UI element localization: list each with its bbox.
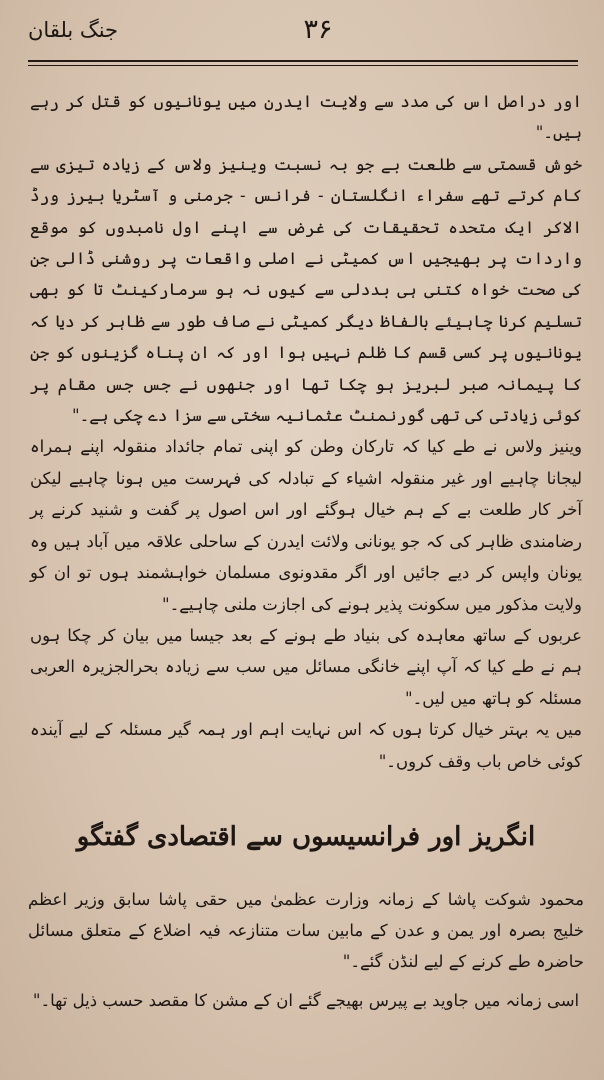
paragraph-4: عربوں کے ساتھ معاہدہ کی بنیاد طے ہونے کے بعد جیسا میں بیان کر چکا ہوں ہم نے طے کیا کہ آپ اپنے خانگی مسائل میں سب سے زیادہ بحرالجزیرہ العربی مسئلہ کو ہاتھ میں لیں۔": [30, 625, 582, 708]
section-heading: انگریز اور فرانسیسوں سے اقتصادی گفتگو: [76, 822, 536, 852]
section-paragraph-1: محمود شوکت پاشا کے زمانہ وزارت عظمیٰ میں حقی پاشا سابق وزیر اعظم خلیج بصرہ اور یمن و عدن کے مابین سات متنازعہ فیہ اضلاع کے متعلق مسائل حاضرہ طے کرنے کے لیے لنڈن گئے۔": [28, 890, 584, 971]
header-rule-thick: [28, 60, 578, 62]
section-paragraph-2: اسی زمانہ میں جاوید بے پیرس بھیجے گئے ان کے مشن کا مقصد حسب ذیل تھا۔": [32, 991, 580, 1010]
section-body: [28, 884, 584, 1016]
paragraph-3: وینیز ولاس نے طے کیا کہ تارکان وطن کو اپنی تمام جائداد منقولہ اپنے ہمراہ لیجانا چاہیے اور غیر منقولہ اشیاء کے تبادلہ کی فہرست میں ہونا چاہیے لیکن آخر کار طلعت بے کے ہم خیال ہوگئے اور اس اصول پر گفت و شنید کرنے پر رضامندی ظاہر کی کہ جو یونانی ولائت ایدرن کے ساحلی علاقہ میں آباد ہیں وہ یونان واپس کر دیے جائیں اور اگر مقدونوی مسلمان خواہشمند ہوں تو ان کو ولایت مذکور میں سکونت پذیر ہونے کی اجازت ملنی چاہیے۔": [30, 437, 582, 614]
header-rule-thin: [28, 65, 578, 66]
running-title: جنگ بلقان: [28, 18, 119, 42]
page-number: ۳۶: [303, 14, 333, 45]
paragraph-5: میں یہ بہتر خیال کرتا ہوں کہ اس نہایت اہم اور ہمہ گیر مسئلہ کے لیے آیندہ کوئی خاص باب وقف کروں۔": [30, 720, 582, 771]
body-text: [30, 86, 582, 777]
page-header: [28, 10, 576, 54]
paragraph-1: اور دراصل اس کی مدد سے ولایت ایدرن میں یونانیوں کو قتل کر رہے ہیں۔": [30, 92, 582, 143]
paragraph-2: خوش قسمتی سے طلعت بے جو بہ نسبت وینیز ولاس کے زیادہ تیزی سے کام کرتے تھے سفراء انگلستان - فرانس - جرمنی و آسٹریا بیرز ورڈ الاکر ایک متحدہ تحقیقات کی غرض سے اپنے اول نامبدوں کو موقع واردات پر بھیجیں اس کمیٹی نے اصلی واقعات پر روشنی ڈالی جن کی صحت خواہ کتنی ہی بددلی سے کیوں نہ ہو سرمارکینٹ تا کو بھی تسلیم کرنا چاہیئے بالفاظ دیگر کمیٹی نے صاف طور سے ظاہر کر دیا کہ یونانیوں پر کسی قسم کا ظلم نہیں ہوا اور کہ ان پناہ گزینوں کو جن کا پیمانہ صبر لبریز ہو چکا تھا اور جنھوں نے جس جس مقام پر کوئی زیادتی کی تھی گورنمنٹ عثمانیہ سختی سے سزا دے چکی ہے۔": [30, 154, 582, 426]
